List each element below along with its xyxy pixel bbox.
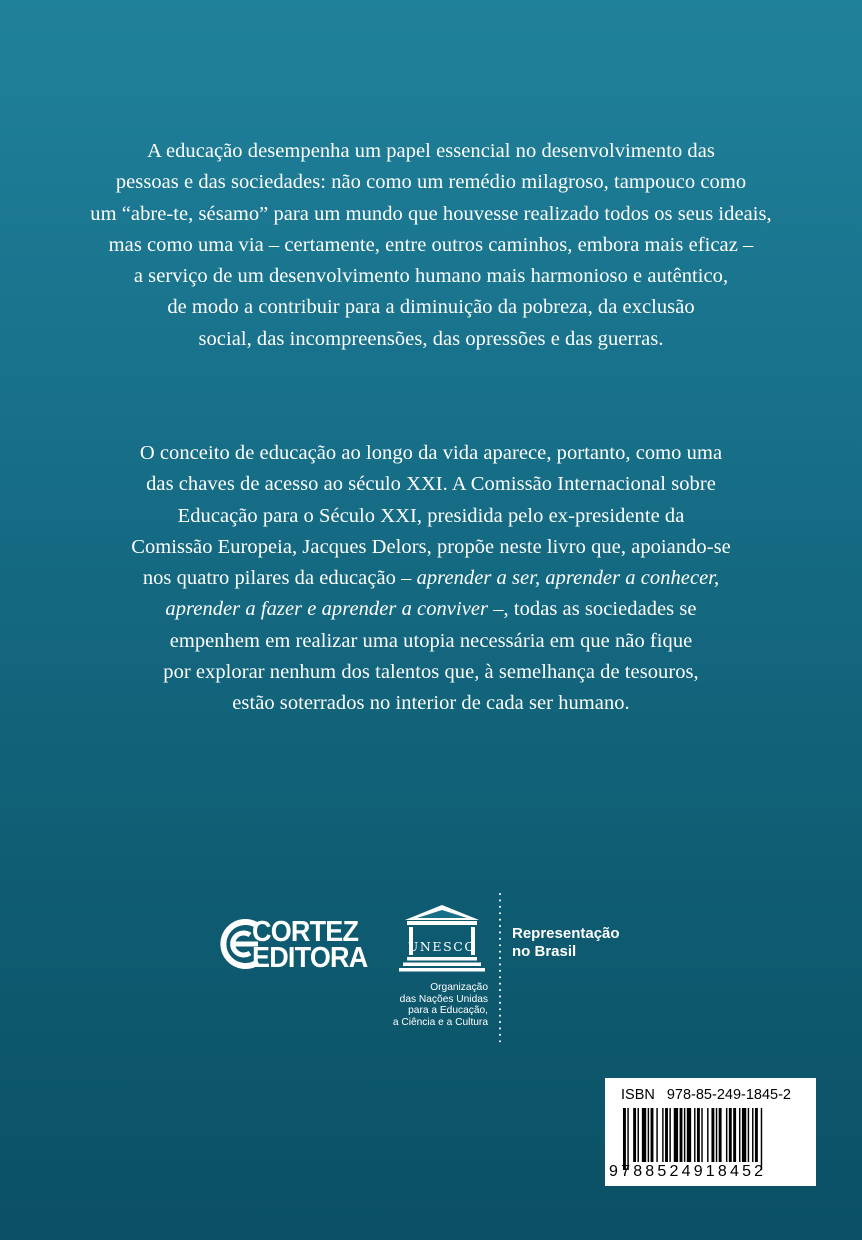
unesco-temple-logo	[399, 903, 485, 973]
summary-line: Educação para o Século XXI, presidida pelo ex-presidente da	[177, 504, 685, 527]
summary-text: –, todas as sociedades se	[488, 598, 697, 621]
unesco-caption-line: a Ciência e a Cultura	[392, 1017, 488, 1029]
summary-paragraph	[60, 438, 802, 720]
summary-line	[60, 594, 802, 625]
intro-line: A educação desempenha um papel essencial no desenvolvimento das	[147, 140, 715, 162]
intro-line: social, das incompreensões, das opressões e das guerras.	[198, 327, 664, 350]
cortez-editora-logo	[218, 916, 378, 972]
intro-line: de modo a contribuir para a diminuição da pobreza, da exclusão	[167, 296, 695, 319]
isbn-number: 978-85-249-1845-2	[666, 1087, 791, 1103]
isbn-barcode-block	[605, 1078, 816, 1186]
summary-line: Comissão Europeia, Jacques Delors, propõe neste livro que, apoiando-se	[131, 535, 731, 558]
pillars-italic: aprender a ser, aprender a conhecer,	[416, 567, 720, 590]
unesco-caption-line: Organização	[430, 982, 488, 993]
intro-line: a serviço de um desenvolvimento humano mais harmonioso e autêntico,	[133, 265, 729, 288]
intro-line: um “abre-te, sésamo” para um mundo que houvesse realizado todos os seus ideais,	[90, 202, 772, 225]
barcode-digits: 9788524918452	[609, 1163, 767, 1180]
isbn-line	[621, 1087, 791, 1103]
summary-text: nos quatro pilares da educação –	[142, 567, 417, 590]
unesco-caption-line: para a Educação,	[408, 1005, 488, 1017]
unesco-caption-line: das Nações Unidas	[399, 993, 488, 1005]
summary-line: O conceito de educação ao longo da vida aparece, portanto, como uma	[139, 442, 723, 464]
isbn-label: ISBN	[621, 1087, 655, 1103]
intro-line: mas como uma via – certamente, entre outros caminhos, embora mais eficaz –	[108, 233, 754, 256]
dotted-divider	[498, 892, 502, 1048]
representation-label	[512, 925, 620, 961]
summary-line: por explorar nenhum dos talentos que, à semelhança de tesouros,	[163, 661, 699, 684]
unesco-caption	[358, 982, 488, 1029]
summary-line: das chaves de acesso ao século XXI. A Comissão Internacional sobre	[146, 473, 716, 496]
summary-line: empenhem em realizar uma utopia necessária em que não fique	[169, 629, 693, 652]
intro-line: pessoas e das sociedades: não como um remédio milagroso, tampouco como	[115, 171, 747, 194]
pillars-italic: aprender a fazer e aprender a conviver	[165, 598, 489, 621]
editora-wordmark: EDITORA	[252, 941, 368, 974]
intro-paragraph	[60, 136, 802, 355]
cortez-wordmark: CORTEZ	[252, 915, 359, 948]
summary-line	[60, 563, 802, 594]
summary-line: estão soterrados no interior de cada ser humano.	[232, 692, 630, 715]
unesco-wordmark: UNESCO	[407, 939, 477, 954]
representation-line: Representação	[512, 925, 620, 942]
representation-line: no Brasil	[512, 943, 577, 960]
